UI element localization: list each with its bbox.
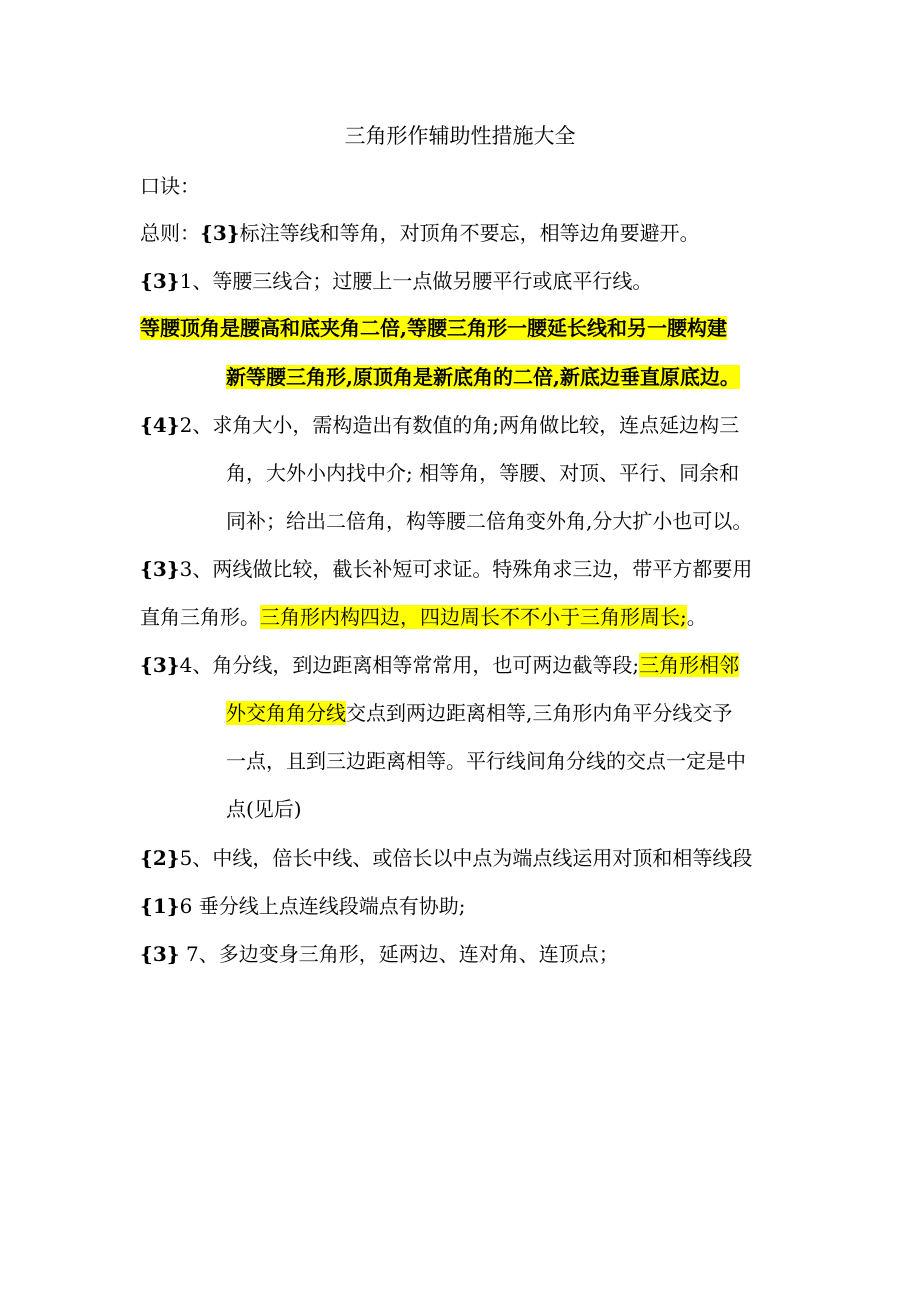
general-label: 总则： [140,221,200,245]
rule-5 [140,842,752,874]
koujue-label: 口诀： [140,174,200,198]
rule-5-tag: {2} [140,846,180,870]
rule-4-highlight-2: 外交角角分线 [226,701,346,725]
general-tag: {3} [200,221,240,245]
rule-4-line-2 [226,697,732,729]
rule-1-highlight-line-2 [226,361,740,393]
page-title: 三角形作辅助性措施大全 [344,124,576,148]
rule-3-text-2b: 。 [686,605,707,629]
rule-4-line-1 [140,649,739,681]
rule-6-text: 6 垂分线上点连线段端点有协助; [179,894,466,918]
rule-4-text-2: 交点到两边距离相等,三角形内角平分线交予 [346,701,733,725]
rule-3-tag: {3} [140,557,180,581]
rule-7 [140,938,619,970]
rule-3-text-2a: 直角三角形。 [140,605,260,629]
rule-6 [140,890,465,922]
rule-4-tag: {3} [140,653,180,677]
rule-3-text-1: 3、两线做比较，截长补短可求证。特殊角求三边，带平方都要用 [179,557,753,581]
rule-3-highlight: 三角形内构四边，四边周长不不小于三角形周长; [260,605,687,629]
rule-7-text: 7、多边变身三角形，延两边、连对角、连顶点； [179,942,619,966]
rule-5-text: 5、中线，倍长中线、或倍长以中点为端点线运用对顶和相等线段 [179,846,753,870]
rule-4-text-1: 4、角分线，到边距离相等常常用，也可两边截等段; [179,653,640,677]
rule-1-text: 1、等腰三线合；过腰上一点做另腰平行或底平行线。 [179,269,653,293]
rule-1 [140,265,652,297]
rule-2-tag: {4} [140,413,180,437]
rule-1-tag: {3} [140,269,180,293]
rule-2-text-1: 2、求角大小，需构造出有数值的角;两角做比较，连点延边构三 [179,413,740,437]
rule-1-highlight-2: 新等腰三角形,原顶角是新底角的二倍,新底边垂直原底边。 [226,365,740,389]
rule-3-line-2 [140,601,707,633]
rule-6-tag: {1} [140,894,180,918]
rule-2-line-3: 同补；给出二倍角，构等腰二倍角变外角,分大扩小也可以。 [226,509,753,533]
rule-4-line-3: 一点，且到三边距离相等。平行线间角分线的交点一定是中 [226,749,746,773]
rule-2-line-2: 角，大外小内找中介; 相等角，等腰、对顶、平行、同余和 [226,461,740,485]
rule-1-highlight-1: 等腰顶角是腰高和底夹角二倍,等腰三角形一腰延长线和另一腰构建 [140,316,727,340]
rule-4-line-4: 点(见后) [226,797,302,821]
rule-4-highlight-1: 三角形相邻 [639,653,740,677]
general-text: 标注等线和等角，对顶角不要忘，相等边角要避开。 [239,221,700,245]
rule-1-highlight-line-1 [140,312,727,344]
rule-2-line-1 [140,409,739,441]
rule-7-tag: {3} [140,942,180,966]
general-rule [140,217,700,249]
rule-3-line-1 [140,553,752,585]
